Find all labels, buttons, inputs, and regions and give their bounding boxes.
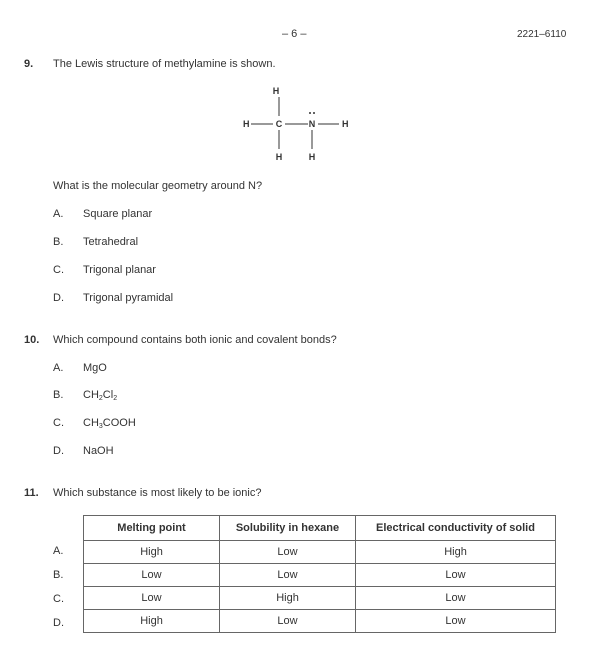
table-cell: Low [220,564,356,587]
question-number: 10. [24,334,40,346]
question-number: 11. [24,487,39,499]
option-letter: A. [53,208,64,220]
table-row[interactable] [84,541,556,564]
row-letter: C. [53,593,64,605]
option-d[interactable] [83,445,114,458]
table-cell: High [356,541,556,564]
option-a[interactable] [83,362,107,375]
table-cell: Low [356,610,556,633]
table-header-row [84,516,556,541]
formula-subscript: 3 [98,423,103,430]
question-number: 9. [24,58,34,70]
atom-h-top: H [272,86,280,96]
table-cell: Low [84,564,220,587]
table-cell: Low [220,541,356,564]
atom-h-left: H [243,119,250,129]
atom-h-right: H [342,119,349,129]
table-cell: Low [356,587,556,610]
lone-pair-dot [313,112,315,114]
question-stem: Which compound contains both ionic and covalent bonds? [53,334,337,346]
lone-pair-dot [309,112,311,114]
formula-subscript: 2 [113,395,118,402]
formula-text: MgO [83,362,107,374]
option-letter: B. [53,236,64,248]
option-b[interactable] [83,389,117,402]
lewis-structure-diagram [236,82,356,164]
option-b[interactable]: Tetrahedral [83,236,139,248]
question-stem: The Lewis structure of methylamine is shown. [53,58,276,70]
row-letter: A. [53,545,64,557]
table-cell: High [220,587,356,610]
option-letter: D. [53,292,64,304]
formula-text: CH [83,417,99,429]
option-d[interactable]: Trigonal pyramidal [83,292,174,304]
properties-table [83,515,556,633]
option-c[interactable] [83,417,136,430]
option-letter: C. [53,417,64,429]
option-letter: B. [53,389,64,401]
row-letter: D. [53,617,64,629]
table-cell: High [84,541,220,564]
table-row[interactable] [84,587,556,610]
table-row[interactable] [84,610,556,633]
option-letter: A. [53,362,64,374]
table-cell: Low [220,610,356,633]
option-letter: D. [53,445,64,457]
table-row[interactable] [84,564,556,587]
atom-h-bottom-n: H [308,152,316,162]
column-header: Melting point [84,516,220,541]
formula-text: NaOH [83,445,114,457]
question-prompt: What is the molecular geometry around N? [53,180,263,192]
column-header: Solubility in hexane [220,516,356,541]
option-a[interactable]: Square planar [83,208,153,220]
atom-h-bottom-c: H [275,152,283,162]
option-letter: C. [53,264,64,276]
column-header: Electrical conductivity of solid [356,516,556,541]
option-c[interactable]: Trigonal planar [83,264,156,276]
exam-code: 2221–6110 [517,29,567,40]
formula-subscript: 2 [98,395,103,402]
table-cell: High [84,610,220,633]
formula-text: Cl [102,389,114,401]
formula-text: CH [83,389,99,401]
row-letter: B. [53,569,64,581]
table-cell: Low [84,587,220,610]
table-cell: Low [356,564,556,587]
atom-c: C [275,119,283,129]
formula-text: COOH [102,417,136,429]
atom-n: N [308,119,316,129]
question-stem: Which substance is most likely to be ionic? [53,487,262,499]
page-number: – 6 – [282,28,307,40]
